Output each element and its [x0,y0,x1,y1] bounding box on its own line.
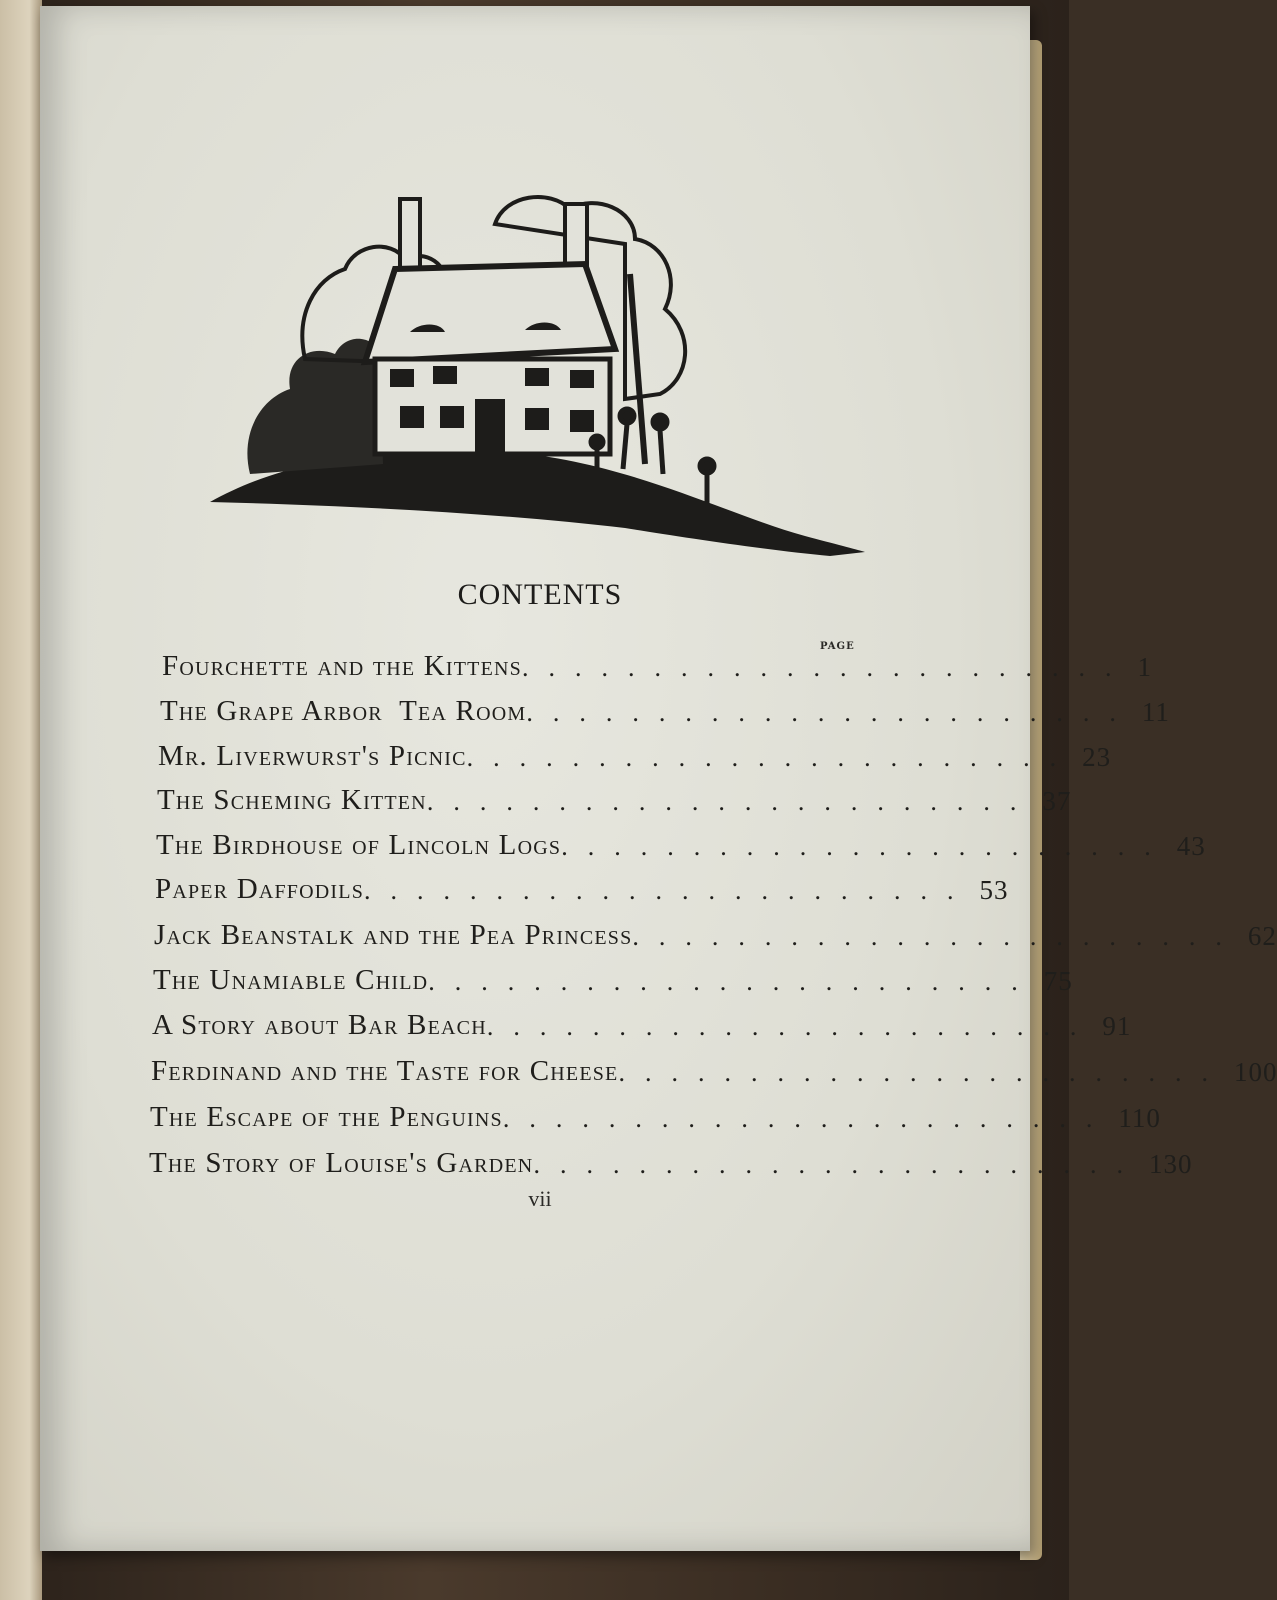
toc-entry[interactable] [158,733,1112,773]
leader-dots: ....................... [486,1012,1097,1041]
page-folio: vii [528,1186,552,1211]
toc-entry-title: The Unamiable Child [153,964,429,996]
leader-dots: ....................... [561,832,1171,861]
toc-entry-page: 110 [1118,1103,1161,1133]
toc-entry-page: 23 [1082,742,1112,772]
leader-dots: ....................... [364,876,974,905]
leader-dots: ....................... [618,1058,1228,1087]
leader-dots: ....................... [526,698,1136,727]
toc-entry-page: 1 [1137,652,1152,682]
toc-entry-page: 100 [1233,1057,1277,1087]
toc-entry[interactable] [157,777,1072,817]
toc-entry-page: 75 [1043,966,1073,996]
toc-entry-title: Paper Daffodils [155,873,365,905]
table-of-contents [40,6,1277,1551]
contents-heading: CONTENTS [457,578,623,611]
toc-entry-title: Ferdinand and the Taste for Cheese [151,1055,619,1087]
toc-entry[interactable] [152,1002,1132,1042]
toc-entry[interactable] [150,1094,1161,1134]
toc-entry-title: Mr. Liverwurst's Picnic [158,740,467,772]
toc-entry[interactable] [151,1048,1277,1088]
toc-entry[interactable] [153,957,1073,997]
toc-entry[interactable] [154,912,1277,952]
toc-entry-page: 37 [1042,786,1072,816]
leader-dots: ....................... [466,743,1077,772]
toc-entry-title: The Escape of the Penguins [150,1101,503,1133]
toc-entry-page: 130 [1148,1149,1193,1179]
toc-entry-title: The Grape Arbor Tea Room [160,695,527,727]
toc-entry[interactable] [149,1140,1193,1180]
leader-dots: ....................... [521,653,1132,682]
toc-entry-page: 91 [1102,1011,1132,1041]
toc-entry[interactable] [155,866,1009,906]
leader-dots: ....................... [428,967,1038,996]
leader-dots: ....................... [426,787,1037,816]
toc-entry-title: Fourchette and the Kittens [162,650,522,682]
toc-entry[interactable] [156,822,1206,862]
leader-dots: ....................... [533,1150,1143,1179]
leader-dots: ....................... [502,1104,1113,1133]
toc-entry-title: The Birdhouse of Lincoln Logs [156,829,562,861]
left-page-edge [0,0,42,1600]
toc-entry-page: 43 [1176,831,1206,861]
toc-entry-title: The Story of Louise's Garden [149,1147,534,1179]
toc-entry-page: 62 [1247,921,1277,951]
toc-entry-title: Jack Beanstalk and the Pea Princess [154,919,633,951]
toc-entry[interactable] [160,688,1170,728]
toc-entry-page: 53 [979,875,1009,905]
toc-entry-title: A Story about Bar Beach [152,1009,487,1041]
book-page [40,6,1277,1551]
page-column-label: PAGE [820,641,855,652]
leader-dots: ....................... [632,922,1242,951]
toc-entry-title: The Scheming Kitten [157,784,427,816]
toc-entry-page: 11 [1141,697,1170,727]
